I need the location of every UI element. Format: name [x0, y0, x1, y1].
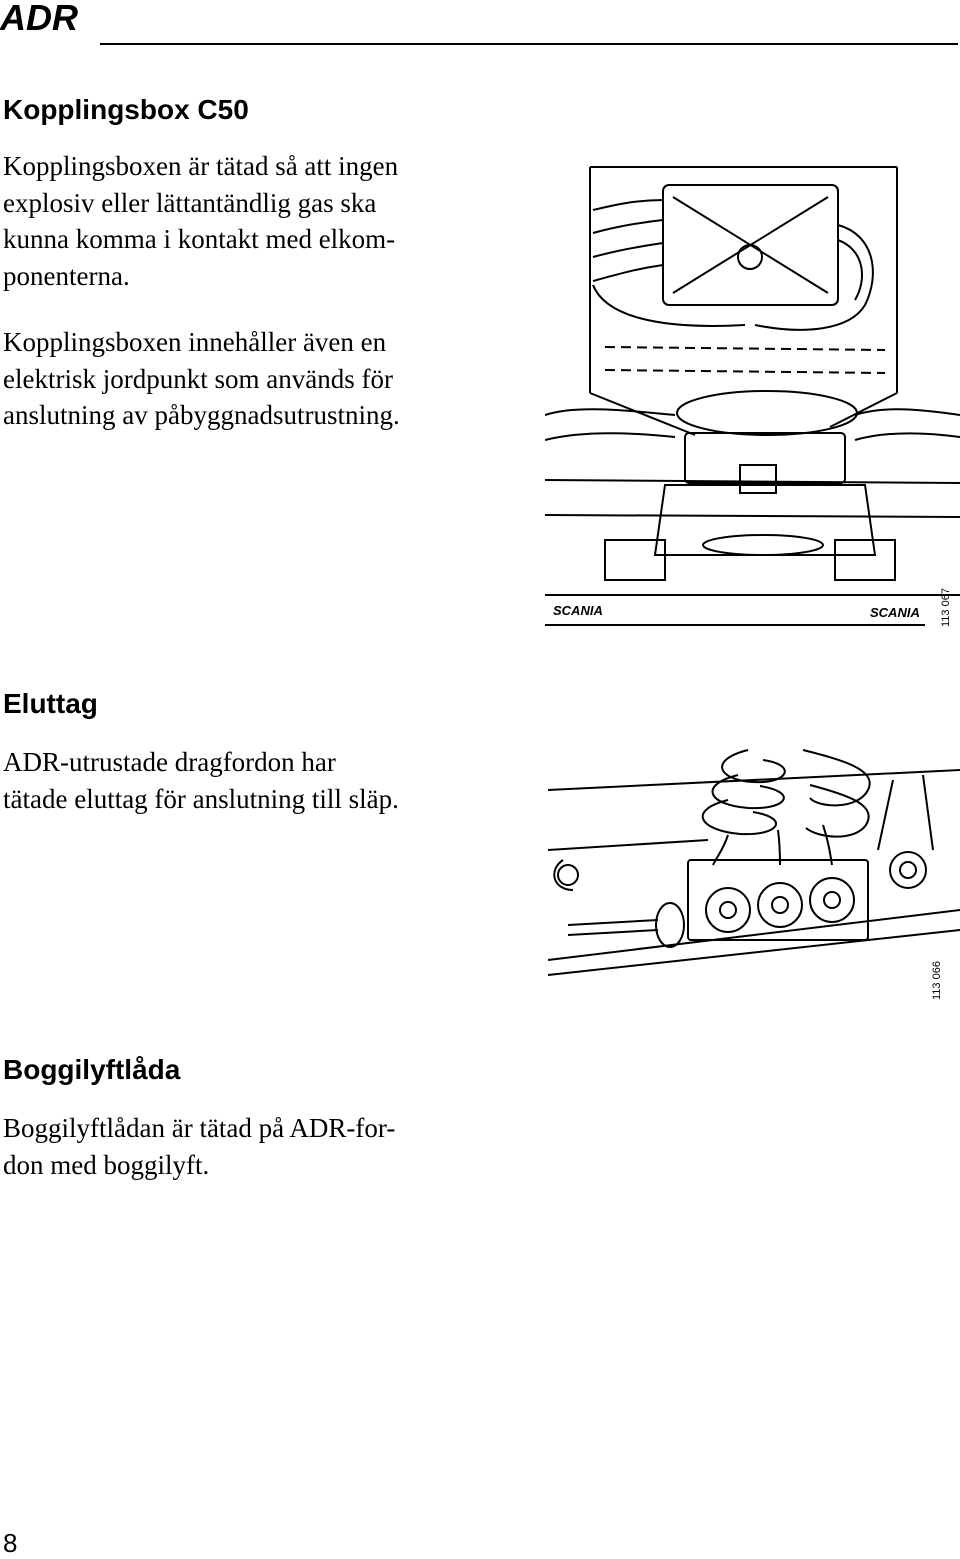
section-heading-eluttag: Eluttag — [3, 688, 98, 719]
section-paragraph: Kopplingsboxen är tätad så att ingen explosiv eller lättantändlig gas ska kunna komma i kontakt med elkom- ponenterna. — [3, 151, 399, 291]
section-paragraph: Boggilyftlådan är tätad på ADR-for- don med boggilyft. — [3, 1113, 396, 1180]
section-paragraph: Kopplingsboxen innehåller även en elektrisk jordpunkt som används för anslutning av påbyggnadsutrustning. — [3, 327, 400, 430]
page-header-title: ADR — [0, 0, 78, 38]
page-number: 8 — [3, 1528, 18, 1558]
coupling-box-illustration — [545, 165, 960, 630]
section-heading-boggilyftlada: Boggilyftlåda — [3, 1054, 181, 1085]
socket-illustration — [548, 740, 960, 1002]
section-paragraph: ADR-utrustade dragfordon har tätade eluttag för anslutning till släp. — [3, 747, 399, 814]
figure-code: 113 066 — [931, 961, 943, 1000]
brand-mark: SCANIA — [553, 603, 603, 618]
header-rule — [100, 43, 958, 45]
section-heading-kopplingsbox: Kopplingsbox C50 — [3, 94, 249, 125]
figure-code: 113 067 — [940, 588, 952, 627]
brand-mark: SCANIA — [870, 605, 920, 620]
